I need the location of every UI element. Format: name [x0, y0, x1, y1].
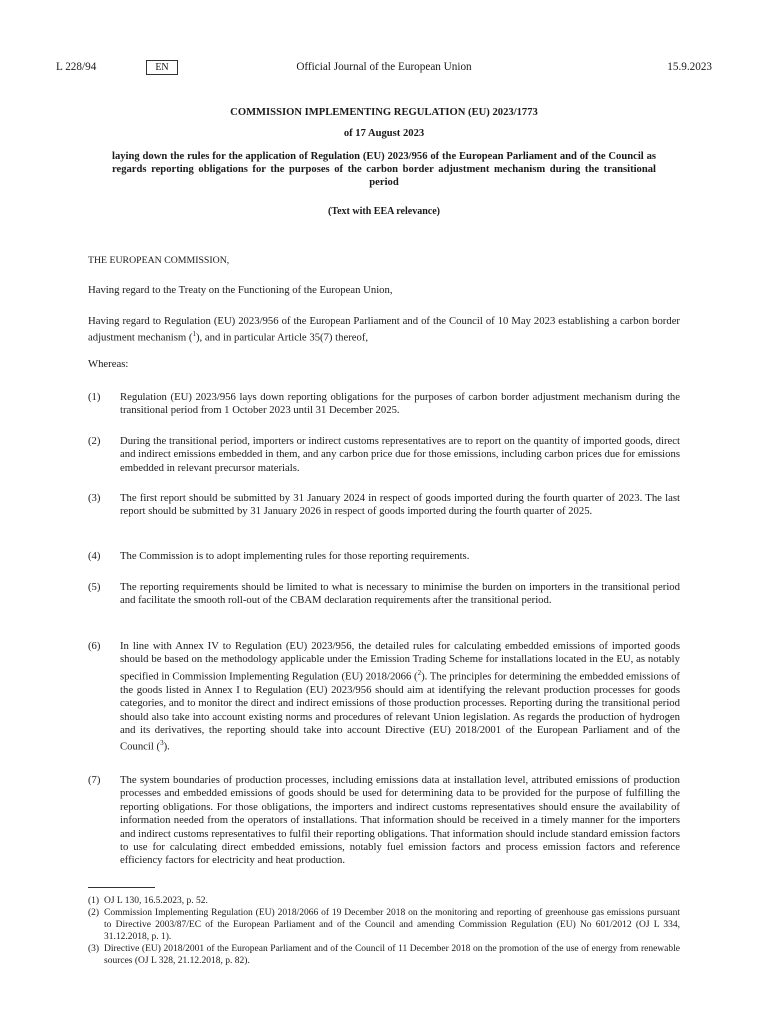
eea-relevance: (Text with EEA relevance) [328, 206, 440, 217]
recital-number: (7) [88, 774, 101, 786]
recital-text: Regulation (EU) 2023/956 lays down reporting obligations for the purposes of carbon border adjustment mechanism during the transitional period from 1 October 2023 until 31 December 2025. [120, 391, 680, 417]
journal-name: Official Journal of the European Union [296, 61, 472, 73]
footnote-divider [88, 887, 155, 888]
citation-text: Having regard to Regulation (EU) 2023/956 of the European Parliament and of the Council of 10 May 2023 establishing a carbon border adjustment mechanism ( [88, 315, 680, 344]
recital-text: The system boundaries of production processes, including emissions data at installation level, attributed emissions of production processes and embedded emissions of goods should be used for determining data to be provided for the purpose of fulfilling the reporting obligations. For those obligations, the importers and indirect customs representatives should ensure the availability of information needed from the operators of installations. That information should be received in a timely manner for the importers and indirect customs representatives to fulfil their reporting obligations. That information should include standard emission factors to use for calculating direct embedded emissions, notably fuel emission factors and process emission factors and reference efficiency factors for electricity and heat production. [120, 774, 680, 867]
footnote-number: (2) [88, 908, 100, 918]
footnote-ref[interactable]: 1 [192, 330, 196, 339]
footnote-text: OJ L 130, 16.5.2023, p. 52. [104, 896, 208, 906]
running-header [56, 60, 712, 76]
recital-text: During the transitional period, importers or indirect customs representatives are to report on the quantity of imported goods, direct and indirect emissions embedded in them, and any carbon price due for those emissions, including carbon prices due for emissions embedded in relevant precursor materials. [120, 435, 680, 474]
language-badge: EN [146, 60, 178, 75]
issuing-authority: THE EUROPEAN COMMISSION, [88, 255, 230, 266]
regulation-subject: laying down the rules for the application of Regulation (EU) 2023/956 of the European Parliament and of the Council as regards reporting obligations for the purposes of the carbon border adjustment mechanism during the transitional period [112, 151, 656, 189]
whereas-heading: Whereas: [88, 358, 129, 370]
footnote-ref[interactable]: 2 [417, 668, 422, 677]
citation-regulation [88, 315, 680, 345]
footnote-number: (3) [88, 944, 100, 954]
recital-text-part: ). The principles for determining the embedded emissions of the goods listed in Annex I to Regulation (EU) 2023/956 should aim at identifying the relevant production processes for goods categories, and to monitor the direct and indirect emissions of those production processes. Reporting during the transitional period should also take into account existing norms and procedures of relevant Union legislation. As regards the production of hydrogen and its derivatives, the reporting should take into account Directive (EU) 2018/2001 of the European Parliament and of the Council ( [120, 670, 680, 753]
recital-number: (2) [88, 435, 101, 447]
recital-number: (3) [88, 492, 101, 504]
page-reference: L 228/94 [56, 61, 97, 73]
recital-text: The Commission is to adopt implementing rules for those reporting requirements. [120, 550, 470, 562]
footnote-text: Directive (EU) 2018/2001 of the European Parliament and of the Council of 11 December 2018 on the promotion of the use of energy from renewable sources (OJ L 328, 21.12.2018, p. 82). [104, 944, 680, 966]
recital-text [120, 640, 680, 754]
regulation-date: of 17 August 2023 [343, 128, 425, 139]
recital-text: The first report should be submitted by 31 January 2024 in respect of goods imported during the fourth quarter of 2023. The last report should be submitted by 31 January 2026 in respect of goods imported during the fourth quarter of 2025. [120, 492, 680, 518]
recital-text: The reporting requirements should be limited to what is necessary to minimise the burden on importers in the transitional period and facilitate the smooth roll-out of the CBAM declaration requirements after the transitional period. [120, 581, 680, 607]
footnote-text: Commission Implementing Regulation (EU) 2018/2066 of 19 December 2018 on the monitoring and reporting of greenhouse gas emissions pursuant to Directive 2003/87/EC of the European Parliament and of the Council and amending Commission Regulation (EU) No 601/2012 (OJ L 334, 31.12.2018, p. 1). [104, 908, 680, 942]
recital-number: (5) [88, 581, 101, 593]
footnote-number: (1) [88, 896, 100, 906]
regulation-title: COMMISSION IMPLEMENTING REGULATION (EU) 2023/1773 [230, 107, 538, 118]
citation-text: ), and in particular Article 35(7) thereof, [195, 331, 369, 344]
footnote-ref[interactable]: 3 [160, 739, 164, 748]
recital-number: (6) [88, 640, 101, 652]
recital-number: (4) [88, 550, 101, 562]
recital-text-part: ). [163, 740, 170, 753]
recital-text-part: In line with Annex IV to Regulation (EU) 2023/956, the detailed rules for calculating embedded emissions of imported goods should be based on the methodology applicable under the Emission Trading Scheme for installations located in the EU, as notably specified in Commission Implementing Regulation (EU) 2018/2066 ( [120, 640, 680, 683]
recital-number: (1) [88, 391, 101, 403]
citation-treaty: Having regard to the Treaty on the Functioning of the European Union, [88, 284, 393, 296]
publication-date: 15.9.2023 [667, 61, 712, 73]
